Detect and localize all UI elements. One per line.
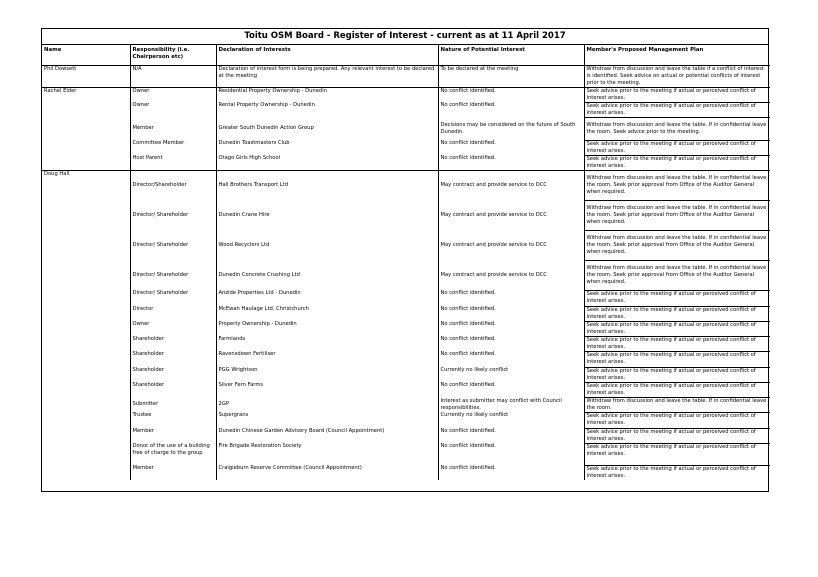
plan-cell: Seek advice prior to the meeting if actual or perceived conflict of interest arises. <box>584 351 770 367</box>
column-header-declaration: Declaration of Interests <box>216 45 438 65</box>
declaration-cell: Hall Brothers Transport Ltd <box>216 170 438 200</box>
name-cell <box>42 102 130 117</box>
table-row <box>42 367 770 382</box>
name-cell <box>42 155 130 170</box>
table-row <box>42 465 770 480</box>
nature-cell: May contract and provide service to DCC <box>438 200 584 230</box>
declaration-cell: Otago Girls High School <box>216 155 438 170</box>
declaration-cell: Wood Recyclers Ltd <box>216 230 438 260</box>
declaration-cell: PGG Wrightson <box>216 367 438 382</box>
name-cell <box>42 321 130 336</box>
responsibility-cell: Donor of the use of a building free of charge to the group <box>130 443 216 465</box>
responsibility-cell: Shareholder <box>130 367 216 382</box>
nature-cell: May contract and provide service to DCC <box>438 170 584 200</box>
declaration-cell: Residential Property Ownership - Dunedin <box>216 87 438 102</box>
table-row <box>42 306 770 321</box>
plan-cell: Withdraw from discussion and leave the table. If in confidential leave the room. Seek prior approval from Office of the Auditor General when required. <box>584 260 770 290</box>
plan-cell: Seek advice prior to the meeting if actual or perceived conflict of interest arises. <box>584 382 770 397</box>
table-row <box>42 230 770 260</box>
table-row <box>42 321 770 336</box>
responsibility-cell: Shareholder <box>130 382 216 397</box>
name-cell: Doug Hall <box>42 170 130 200</box>
declaration-cell: Rental Property Ownership - Dunedin <box>216 102 438 117</box>
responsibility-cell: Member <box>130 117 216 140</box>
name-cell <box>42 290 130 306</box>
plan-cell: Seek advice prior to the meeting if actual or perceived conflict of interest arises. <box>584 155 770 170</box>
plan-cell: Withdraw from discussion and leave the table. If in confidential leave the room. Seek prior approval from Office of the Auditor General when required. <box>584 170 770 200</box>
responsibility-cell: Committee Member <box>130 140 216 155</box>
column-header-plan: Member's Proposed Management Plan <box>584 45 770 65</box>
column-header-nature: Nature of Potential Interest <box>438 45 584 65</box>
responsibility-cell: Owner <box>130 87 216 102</box>
plan-cell: Seek advice prior to the meeting if actual or perceived conflict of interest arises. <box>584 87 770 102</box>
name-cell <box>42 465 130 480</box>
responsibility-cell: Owner <box>130 102 216 117</box>
declaration-cell: Dunedin Concrete Crushing Ltd <box>216 260 438 290</box>
nature-cell: Decisions may be considered on the future of South Dunedin. <box>438 117 584 140</box>
plan-cell: Seek advice prior to the meeting if actual or perceived conflict of interest arises. <box>584 140 770 155</box>
table-row <box>42 397 770 412</box>
responsibility-cell: Director/ Shareholder <box>130 200 216 230</box>
nature-cell: May contract and provide service to DCC <box>438 230 584 260</box>
nature-cell: To be declared at the meeting <box>438 65 584 87</box>
header-row <box>42 45 770 65</box>
nature-cell: No conflict identified. <box>438 321 584 336</box>
declaration-cell: Dunedin Chinese Garden Advisory Board (Council Appointment) <box>216 428 438 443</box>
nature-cell: May contract and provide service to DCC <box>438 260 584 290</box>
responsibility-cell: Shareholder <box>130 336 216 351</box>
plan-cell: Seek advice prior to the meeting if actual or perceived conflict of interest arises. <box>584 336 770 351</box>
nature-cell: Currently no likely conflict <box>438 367 584 382</box>
declaration-cell: Supergrans <box>216 412 438 428</box>
table-row <box>42 65 770 87</box>
declaration-cell: Dunedin Crane Hire <box>216 200 438 230</box>
name-cell <box>42 140 130 155</box>
nature-cell: No conflict identified. <box>438 443 584 465</box>
name-cell <box>42 336 130 351</box>
name-cell <box>42 382 130 397</box>
plan-cell: Seek advice prior to the meeting if actual or perceived conflict of interest arises. <box>584 465 770 480</box>
table-row <box>42 412 770 428</box>
declaration-cell: Anzide Properties Ltd - Dunedin <box>216 290 438 306</box>
plan-cell: Seek advice prior to the meeting if actual or perceived conflict of interest arises. <box>584 428 770 443</box>
plan-cell: Seek advice prior to the meeting if actual or perceived conflict of interest arises. <box>584 367 770 382</box>
responsibility-cell: Director/ Shareholder <box>130 230 216 260</box>
nature-cell: Currently no likely conflict <box>438 412 584 428</box>
name-cell <box>42 397 130 412</box>
name-cell <box>42 230 130 260</box>
responsibility-cell: Shareholder <box>130 351 216 367</box>
nature-cell: Interest as submitter may conflict with Council responsibilities. <box>438 397 584 412</box>
declaration-cell: Fire Brigade Restoration Society <box>216 443 438 465</box>
plan-cell: Withdraw from discussion and leave the table. If in confidential leave the room. <box>584 397 770 412</box>
responsibility-cell: Submitter <box>130 397 216 412</box>
name-cell: Phil Dowsett <box>42 65 130 87</box>
plan-cell: Withdraw from discussion and leave the table. If in confidential leave the room. Seek advice prior to the meeting. <box>584 117 770 140</box>
table-row <box>42 443 770 465</box>
responsibility-cell: Director/ Shareholder <box>130 260 216 290</box>
name-cell <box>42 428 130 443</box>
plan-cell: Seek advice prior to the meeting if actual or perceived conflict of interest arises. <box>584 412 770 428</box>
table-row <box>42 140 770 155</box>
nature-cell: No conflict identified. <box>438 306 584 321</box>
table-row <box>42 102 770 117</box>
responsibility-cell: Director/Shareholder <box>130 170 216 200</box>
declaration-cell: Silver Fern Farms <box>216 382 438 397</box>
name-cell <box>42 260 130 290</box>
table-row <box>42 87 770 102</box>
table-row <box>42 336 770 351</box>
nature-cell: No conflict identified. <box>438 87 584 102</box>
declaration-cell: Declaration of interest form is being prepared. Any relevant interest to be declared at the meeting <box>216 65 438 87</box>
name-cell <box>42 306 130 321</box>
nature-cell: No conflict identified. <box>438 155 584 170</box>
nature-cell: No conflict identified. <box>438 351 584 367</box>
nature-cell: No conflict identified. <box>438 290 584 306</box>
nature-cell: No conflict identified. <box>438 102 584 117</box>
responsibility-cell: Owner <box>130 321 216 336</box>
declaration-cell: McEwan Haulage Ltd, Christchurch <box>216 306 438 321</box>
responsibility-cell: Member <box>130 428 216 443</box>
nature-cell: No conflict identified. <box>438 465 584 480</box>
table-row <box>42 428 770 443</box>
column-header-responsibility: Responsibility (i.e. Chairperson etc) <box>130 45 216 65</box>
plan-cell: Seek advice prior to the meeting if actual or perceived conflict of interest arises. <box>584 306 770 321</box>
table-row <box>42 117 770 140</box>
nature-cell: No conflict identified. <box>438 428 584 443</box>
responsibility-cell: Host Parent <box>130 155 216 170</box>
plan-cell: Seek advice prior to the meeting if actual or perceived conflict of interest arises. <box>584 321 770 336</box>
responsibility-cell: Director/ Shareholder <box>130 290 216 306</box>
column-header-name: Name <box>42 45 130 65</box>
name-cell <box>42 367 130 382</box>
register-sheet <box>41 28 769 492</box>
declaration-cell: 2GP <box>216 397 438 412</box>
responsibility-cell: Member <box>130 465 216 480</box>
responsibility-cell: N/A <box>130 65 216 87</box>
responsibility-cell: Director <box>130 306 216 321</box>
table-row <box>42 351 770 367</box>
name-cell <box>42 117 130 140</box>
name-cell <box>42 200 130 230</box>
name-cell: Rachel Elder <box>42 87 130 102</box>
name-cell <box>42 351 130 367</box>
declaration-cell: Craigieburn Reserve Committee (Council Appointment) <box>216 465 438 480</box>
plan-cell: Withdraw from discussion and leave the table. If in confidential leave the room. Seek prior approval from Office of the Auditor General when required. <box>584 200 770 230</box>
declaration-cell: Property Ownership - Dunedin <box>216 321 438 336</box>
nature-cell: No conflict identified. <box>438 336 584 351</box>
declaration-cell: Ravensdown Fertiliser <box>216 351 438 367</box>
table-row <box>42 260 770 290</box>
plan-cell: Seek advice prior to the meeting if actual or perceived conflict of interest arises. <box>584 290 770 306</box>
declaration-cell: Greater South Dunedin Action Group <box>216 117 438 140</box>
table-row <box>42 170 770 200</box>
register-table <box>42 45 770 480</box>
page-title: Toitu OSM Board - Register of Interest - current as at 11 April 2017 <box>42 29 768 45</box>
nature-cell: No conflict identified. <box>438 140 584 155</box>
plan-cell: Withdraw from discussion and leave the table. If in confidential leave the room. Seek prior approval from Office of the Auditor General when required. <box>584 230 770 260</box>
table-row <box>42 290 770 306</box>
name-cell <box>42 412 130 428</box>
name-cell <box>42 443 130 465</box>
responsibility-cell: Trustee <box>130 412 216 428</box>
table-row <box>42 200 770 230</box>
table-row <box>42 382 770 397</box>
plan-cell: Withdraw from discussion and leave the table if a conflict of interest is identified. Seek advice on actual or potential conflicts of interest prior to the meeting. <box>584 65 770 87</box>
plan-cell: Seek advice prior to the meeting if actual or perceived conflict of interest arises. <box>584 443 770 465</box>
declaration-cell: Farmlands <box>216 336 438 351</box>
plan-cell: Seek advice prior to the meeting if actual or perceived conflict of interest arises. <box>584 102 770 117</box>
declaration-cell: Dunedin Toastmasters Club <box>216 140 438 155</box>
table-row <box>42 155 770 170</box>
nature-cell: No conflict identified. <box>438 382 584 397</box>
